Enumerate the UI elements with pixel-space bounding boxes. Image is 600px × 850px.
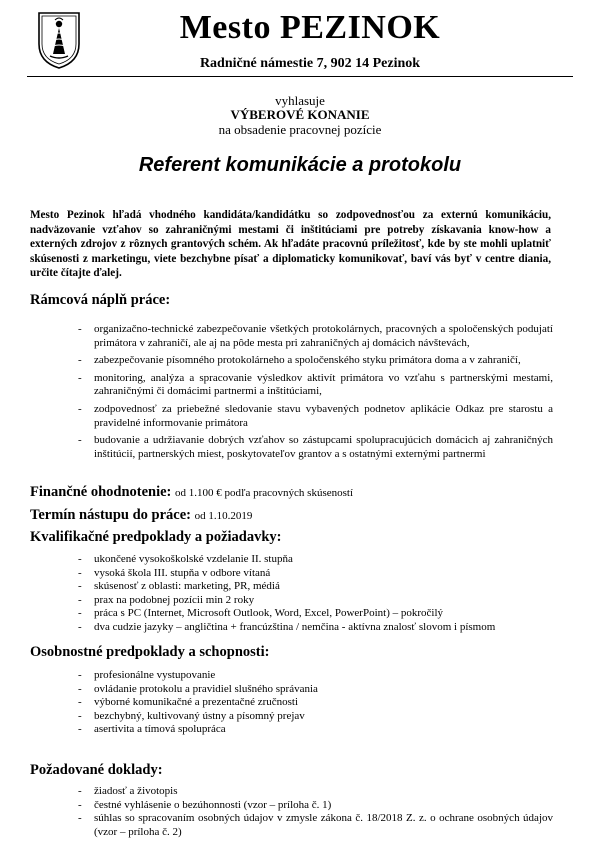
list-item: - budovanie a udržiavanie dobrých vzťahov so zástupcami spolupracujúcich domácich aj zahraničných inštitúcií, partnerských miest, poskytovateľov grantov a s ostatnými externými partnermi bbox=[78, 434, 553, 461]
job-title: Referent komunikácie a protokolu bbox=[138, 154, 462, 176]
personal-list bbox=[78, 669, 553, 737]
announcement-heading: VÝBEROVÉ KONANIE bbox=[230, 107, 370, 122]
start-value: od 1.10.2019 bbox=[194, 510, 253, 522]
start-row bbox=[30, 507, 252, 524]
documents-list bbox=[78, 785, 553, 839]
announcement-line-1: vyhlasuje bbox=[275, 93, 325, 108]
list-item: - súhlas so spracovaním osobných údajov v zmysle zákona č. 18/2018 Z. z. o ochrane osobných údajov (vzor – príloha č. 2) bbox=[78, 812, 553, 839]
list-item: - ukončené vysokoškolské vzdelanie II. stupňa bbox=[78, 553, 553, 567]
list-item: - čestné vyhlásenie o bezúhonnosti (vzor – príloha č. 1) bbox=[78, 799, 553, 813]
list-item: - profesionálne vystupovanie bbox=[78, 669, 553, 683]
list-item: - bezchybný, kultivovaný ústny a písomný prejav bbox=[78, 710, 553, 724]
duties-heading: Rámcová náplň práce: bbox=[30, 292, 171, 308]
list-item: - žiadosť a životopis bbox=[78, 785, 553, 799]
salary-row bbox=[30, 484, 353, 501]
list-item: - výborné komunikačné a prezentačné zručnosti bbox=[78, 696, 553, 710]
list-item: - asertivita a tímová spolupráca bbox=[78, 723, 553, 737]
intro-paragraph: Mesto Pezinok hľadá vhodného kandidáta/kandidátku so zodpovednosťou za externú komunikáciu, nadväzovanie vzťahov so zahraničnými mestami či inštitúciami pre potreby získavania know-how a externých zdrojov z rôznych grantových schém. Ak hľadáte pracovnú príležitosť, kde by ste mohli uplatniť skúsenosti z marketingu, viete bezchybne písať a diplomaticky komunikovať, baví vás byť v centre diania, určite čítajte ďalej. bbox=[30, 209, 551, 280]
list-item: - zodpovednosť za priebežné sledovanie stavu vybavených podnetov aplikácie Odkaz pre starostu a pravidelné informovanie primátora bbox=[78, 403, 553, 430]
city-title: Mesto PEZINOK bbox=[179, 9, 441, 46]
salary-value: od 1.100 € podľa pracovných skúseností bbox=[175, 487, 354, 499]
list-item: - vysoká škola III. stupňa v odbore vítaná bbox=[78, 567, 553, 581]
documents-heading: Požadované doklady: bbox=[30, 762, 163, 778]
start-label: Termín nástupu do práce: bbox=[30, 507, 192, 523]
list-item: - zabezpečovanie písomného protokolárneho a spoločenského styku primátora doma a v zahraničí, bbox=[78, 354, 553, 368]
list-item: - ovládanie protokolu a pravidiel slušného správania bbox=[78, 683, 553, 697]
list-item: - dva cudzie jazyky – angličtina + francúzština / nemčina - aktívna znalosť slovom i písmom bbox=[78, 621, 553, 635]
city-address: Radničné námestie 7, 902 14 Pezinok bbox=[199, 56, 421, 71]
list-item: - skúsenosť z oblasti: marketing, PR, médiá bbox=[78, 580, 553, 594]
list-item: - organizačno-technické zabezpečovanie všetkých protokolárnych, pracovných a spoločenských podujatí primátora v zahraničí, ale aj na pôde mesta pri zahraničných aj domácich návštevách, bbox=[78, 323, 553, 350]
qualifications-list bbox=[78, 553, 553, 635]
qualifications-heading: Kvalifikačné predpoklady a požiadavky: bbox=[30, 529, 282, 545]
duties-list bbox=[78, 323, 553, 465]
announcement-line-3: na obsadenie pracovnej pozície bbox=[218, 122, 382, 137]
list-item: - práca s PC (Internet, Microsoft Outlook, Word, Excel, PowerPoint) – pokročilý bbox=[78, 607, 553, 621]
personal-heading: Osobnostné predpoklady a schopnosti: bbox=[30, 644, 270, 660]
list-item: - prax na podobnej pozícii min 2 roky bbox=[78, 594, 553, 608]
salary-label: Finančné ohodnotenie: bbox=[30, 484, 172, 500]
list-item: - monitoring, analýza a spracovanie výsledkov aktivít primátora vo vzťahu s partnerskými mestami, zahraničnými či domácimi partnermi a inštitúciami, bbox=[78, 372, 553, 399]
header-divider bbox=[27, 76, 573, 77]
